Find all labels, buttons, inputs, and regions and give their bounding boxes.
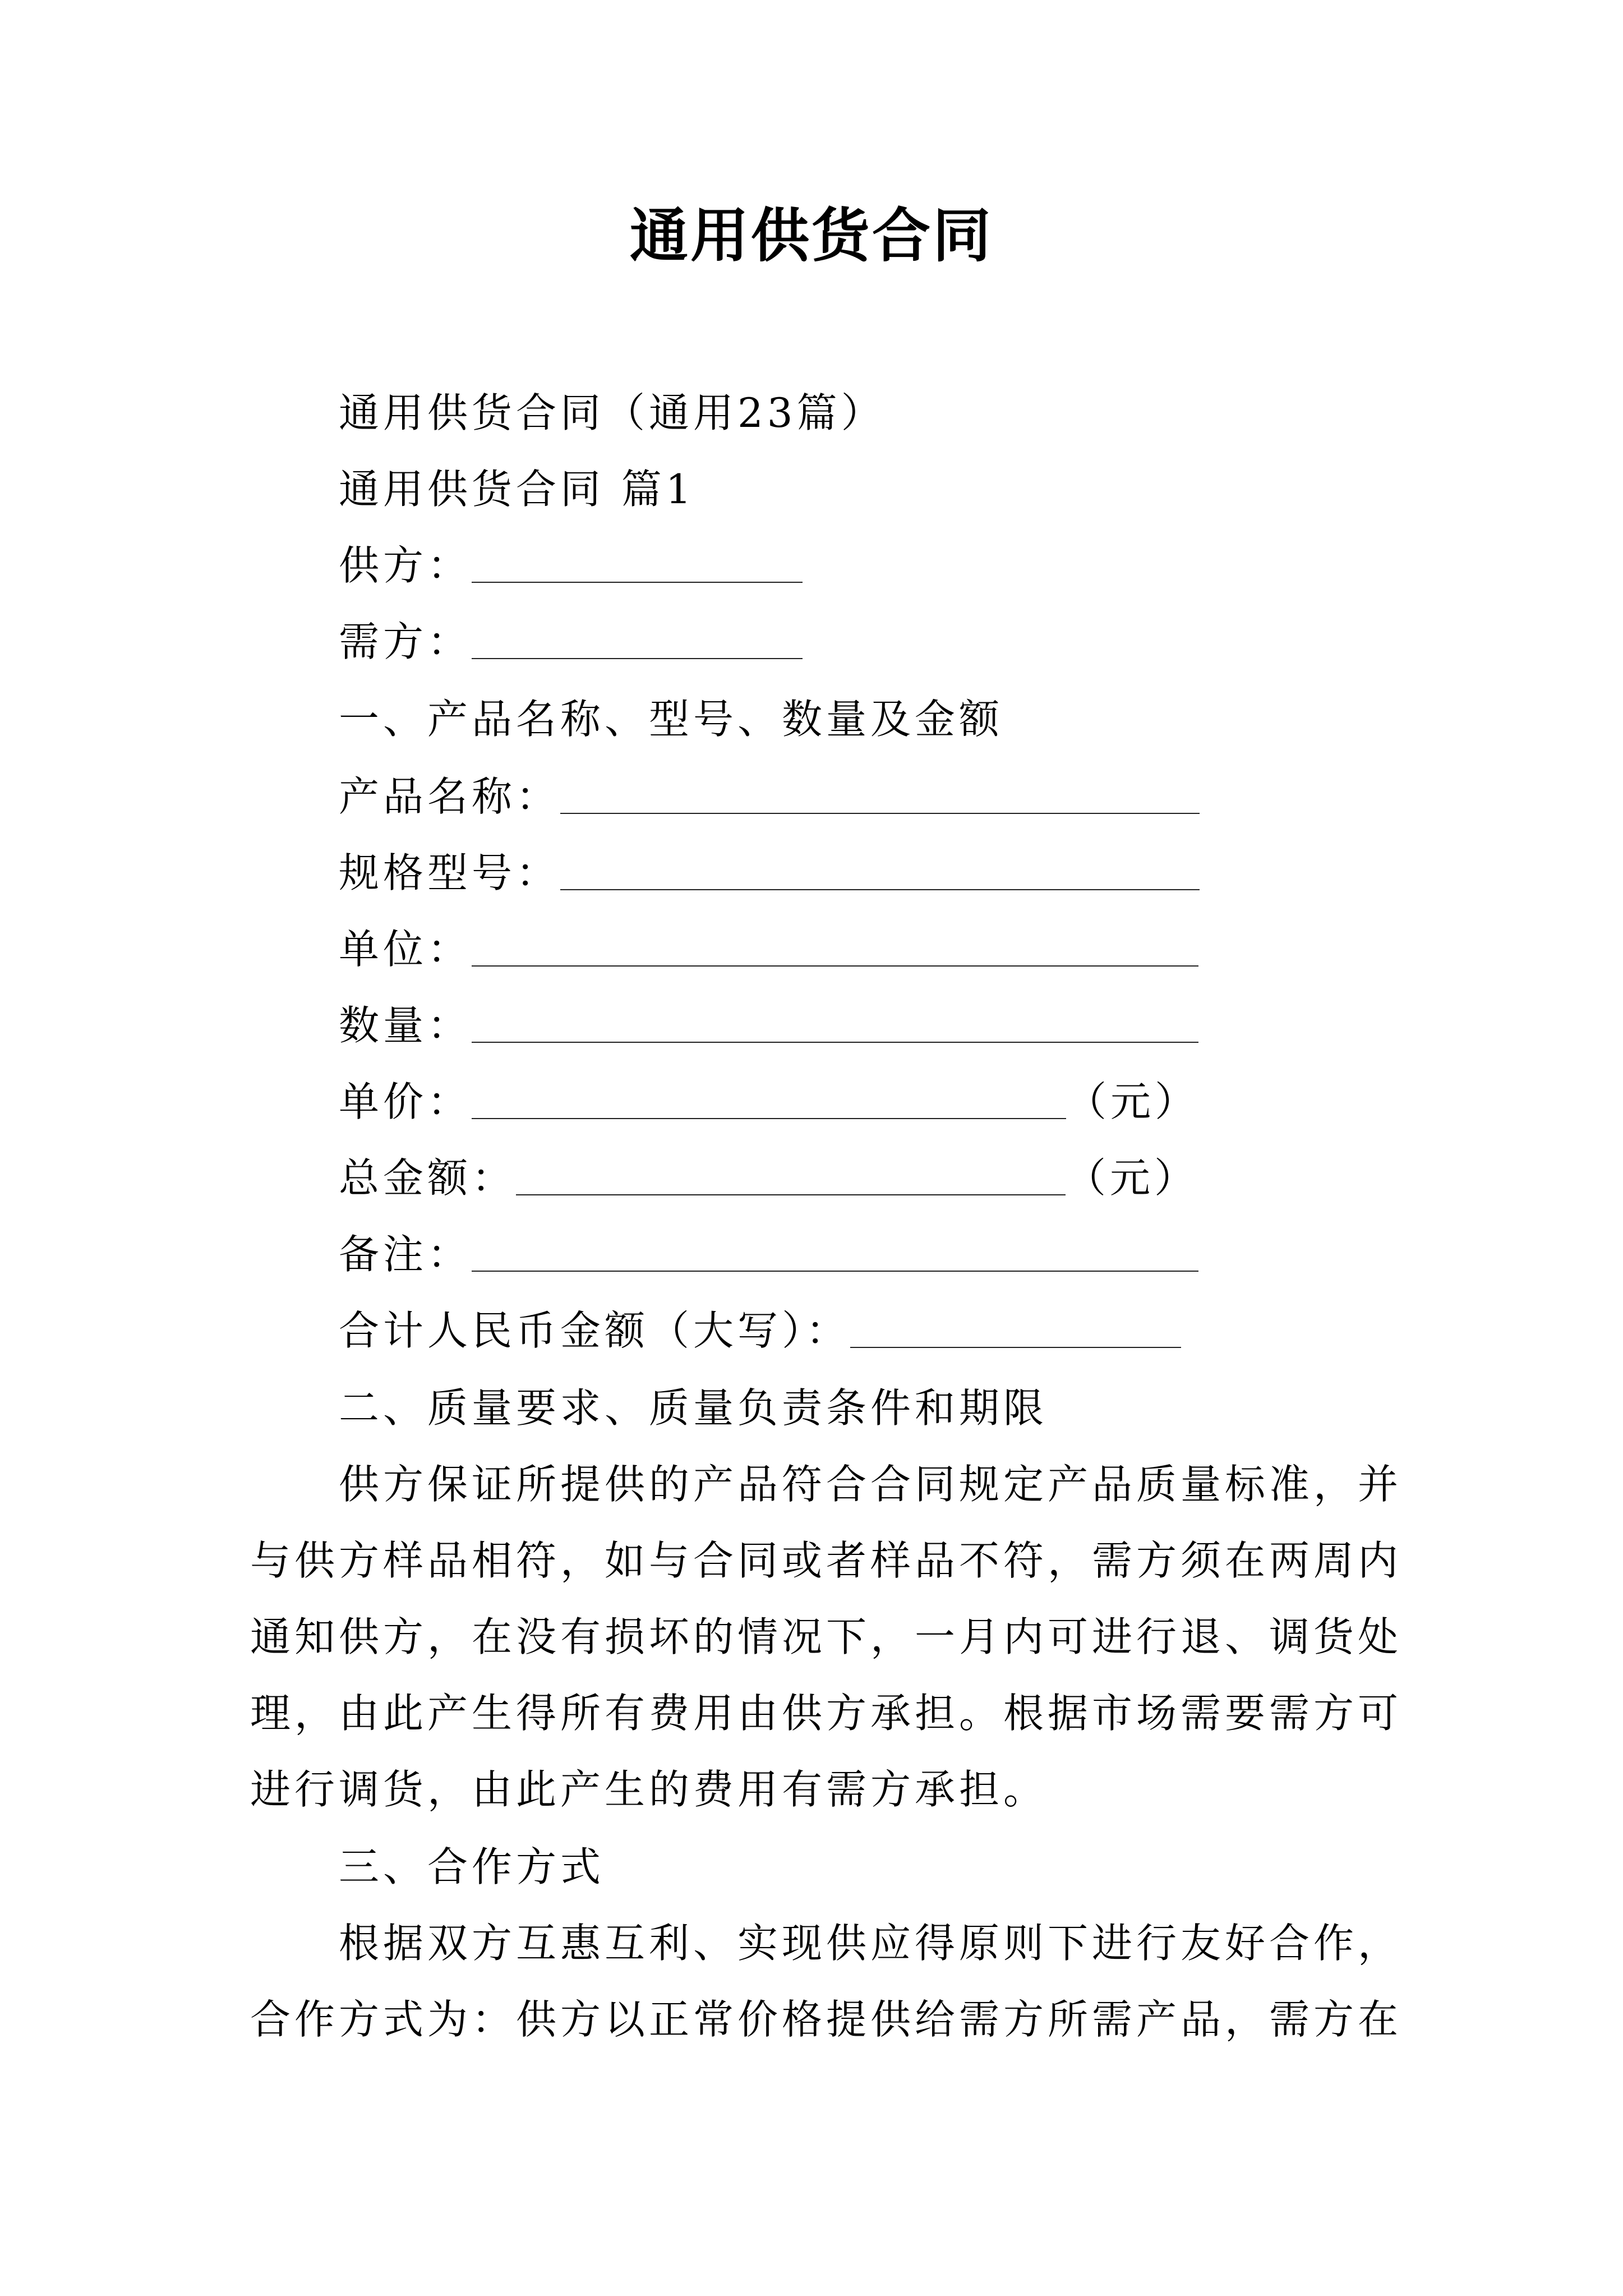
rmb-total-blank[interactable] (850, 1308, 1181, 1348)
unit-field (339, 921, 1198, 977)
clause2-line: 理，由此产生得所有费用由供方承担。根据市场需要需方可 (250, 1690, 1403, 1737)
supplier-field (339, 537, 803, 593)
clause2-line: 供方保证所提供的产品符合合同规定产品质量标准，并 (339, 1461, 1403, 1508)
total-suffix: （元） (1066, 1154, 1199, 1202)
supplier-label: 供方： (339, 542, 472, 589)
product-name-field (339, 769, 1200, 825)
buyer-blank[interactable] (472, 619, 803, 659)
quantity-blank[interactable] (472, 1002, 1198, 1043)
supplier-blank[interactable] (472, 542, 803, 583)
rmb-total-field (339, 1303, 1181, 1359)
unit-price-label: 单价： (339, 1078, 472, 1125)
quantity-label: 数量： (339, 1002, 472, 1049)
remarks-label: 备注： (339, 1231, 472, 1278)
unit-price-blank[interactable] (472, 1079, 1066, 1119)
total-label: 总金额： (339, 1154, 517, 1202)
buyer-label: 需方： (339, 618, 472, 665)
clause2-line: 通知供方，在没有损坏的情况下，一月内可进行退、调货处 (250, 1613, 1403, 1660)
clause2-heading: 二、质量要求、质量负责条件和期限 (339, 1384, 1048, 1432)
buyer-field (339, 614, 803, 670)
clause3-heading: 三、合作方式 (339, 1843, 605, 1890)
total-field (339, 1150, 1198, 1206)
clause2-line: 进行调货，由此产生的费用有需方承担。 (250, 1766, 1048, 1813)
product-name-blank[interactable] (560, 774, 1200, 814)
model-label: 规格型号： (339, 849, 561, 896)
clause3-line: 合作方式为：供方以正常价格提供给需方所需产品，需方在 (250, 1996, 1403, 2043)
remarks-blank[interactable] (472, 1231, 1198, 1272)
section-heading: 通用供货合同 篇1 (339, 466, 695, 513)
product-name-label: 产品名称： (339, 773, 561, 820)
quantity-field (339, 997, 1198, 1053)
clause3-line: 根据双方互惠互利、实现供应得原则下进行友好合作， (339, 1920, 1403, 1967)
rmb-total-label: 合计人民币金额（大写）： (339, 1307, 851, 1354)
total-blank[interactable] (516, 1155, 1066, 1195)
clause1-heading: 一、产品名称、型号、数量及金额 (339, 696, 1004, 743)
clause2-line: 与供方样品相符，如与合同或者样品不符，需方须在两周内 (250, 1537, 1403, 1584)
unit-label: 单位： (339, 926, 472, 973)
page-title: 通用供货合同 (629, 201, 993, 270)
model-blank[interactable] (560, 850, 1200, 890)
unit-price-field (339, 1074, 1199, 1130)
unit-blank[interactable] (472, 926, 1198, 967)
remarks-field (339, 1226, 1198, 1282)
model-field (339, 845, 1200, 901)
unit-price-suffix: （元） (1066, 1078, 1200, 1125)
document-subtitle: 通用供货合同（通用23篇） (339, 389, 886, 436)
